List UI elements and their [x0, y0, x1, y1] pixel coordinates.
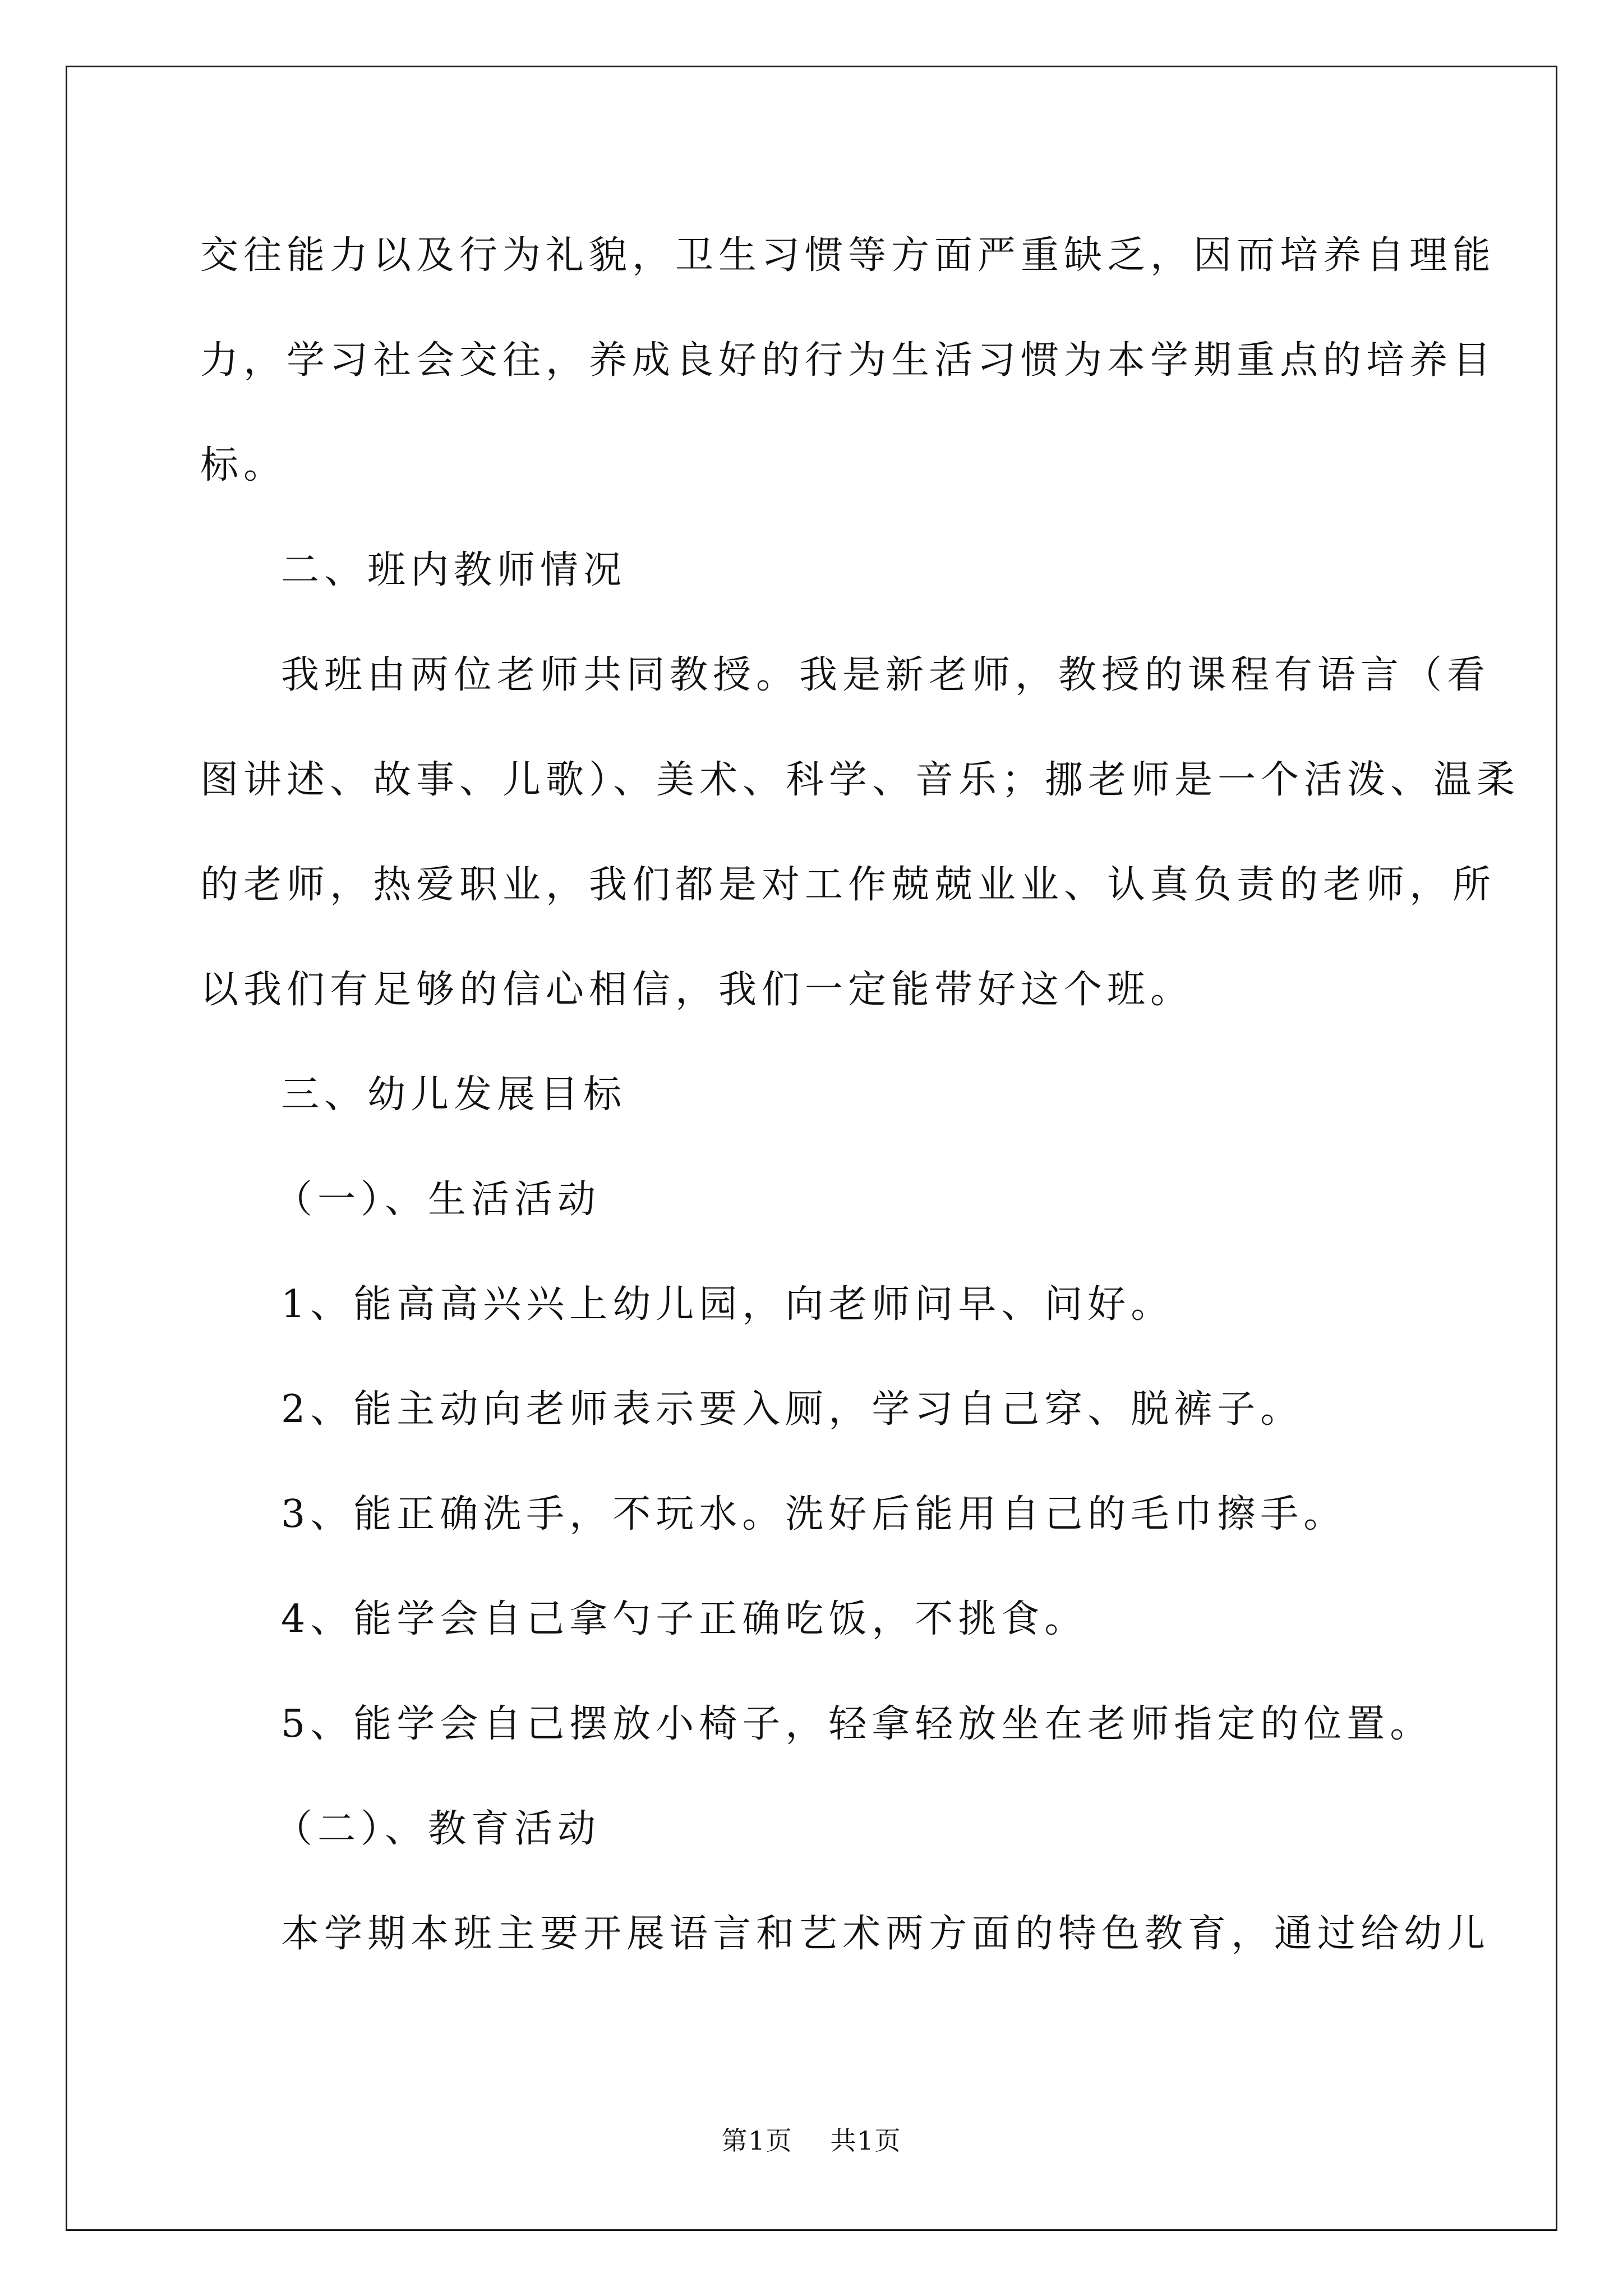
text-line: 以我们有足够的信心相信，我们一定能带好这个班。: [200, 968, 1194, 1012]
text-line: 图讲述、故事、儿歌）、美术、科学、音乐；挪老师是一个活泼、温柔: [200, 758, 1520, 802]
text-line: 标。: [200, 443, 287, 487]
page-total: 共1页: [830, 2125, 902, 2156]
text-line: 力，学习社会交往，养成良好的行为生活习惯为本学期重点的培养目: [200, 338, 1496, 383]
subsection-heading-education: （二）、教育活动: [274, 1807, 601, 1851]
list-item: 1、能高高兴兴上幼儿园，向老师问早、问好。: [281, 1282, 1174, 1327]
subsection-heading-life: （一）、生活活动: [274, 1177, 601, 1222]
text-line: 我班由两位老师共同教授。我是新老师，教授的课程有语言（看: [281, 653, 1491, 697]
text-line: 的老师，热爱职业，我们都是对工作兢兢业业、认真负责的老师，所: [200, 863, 1496, 907]
text-line: 本学期本班主要开展语言和艺术两方面的特色教育，通过给幼儿: [281, 1912, 1491, 1956]
list-item: 3、能正确洗手，不玩水。洗好后能用自己的毛巾擦手。: [281, 1492, 1347, 1536]
document-body: [200, 203, 1520, 1986]
text-line: 交往能力以及行为礼貌，卫生习惯等方面严重缺乏，因而培养自理能: [200, 233, 1496, 278]
page-footer: [0, 2120, 1623, 2157]
list-item: 4、能学会自己拿勺子正确吃饭，不挑食。: [281, 1597, 1088, 1641]
section-heading-goals: 三、幼儿发展目标: [281, 1073, 627, 1117]
page-number: 第1页: [721, 2125, 793, 2156]
list-item: 5、能学会自己摆放小椅子，轻拿轻放坐在老师指定的位置。: [281, 1702, 1433, 1746]
list-item: 2、能主动向老师表示要入厕，学习自己穿、脱裤子。: [281, 1387, 1304, 1432]
section-heading-teachers: 二、班内教师情况: [281, 548, 627, 592]
